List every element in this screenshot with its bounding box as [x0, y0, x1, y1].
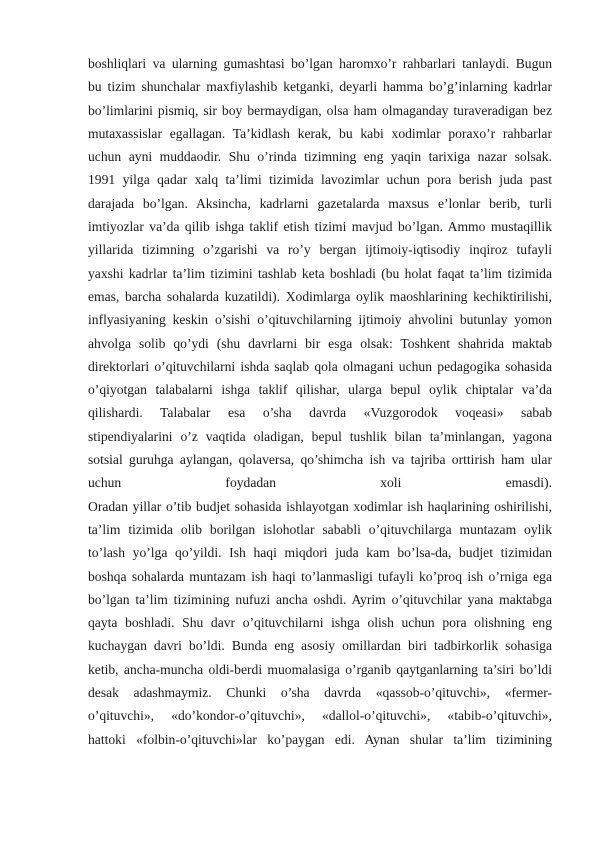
text-line: uchun ayni muddaodir. Shu o’rinda tizimning eng yaqin tarixiga nazar solsak.	[88, 149, 552, 165]
text-line: to’lash yo’lga qo’yildi. Ish haqi miqdori juda kam bo’lsa-da, budjet tizimidan	[88, 545, 552, 561]
text-line: sotsial guruhga aylangan, qolaversa, qo’shimcha ish va tajriba orttirish ham ular	[88, 452, 552, 468]
text-line: qayta boshladi. Shu davr o’qituvchilarni ishga olish uchun pora olishning eng	[88, 615, 552, 631]
text-line: imtiyozlar va’da qilib ishga taklif etish tizimi mavjud bo’lgan. Ammo mustaqillik	[88, 219, 552, 235]
text-line: yaxshi kadrlar ta’lim tizimini tashlab keta boshladi (bu holat faqat ta’lim tizimida	[88, 265, 552, 281]
text-line: emas, barcha sohalarda kuzatildi). Xodimlarga oylik maoshlarining kechiktirilishi,	[88, 288, 552, 304]
text-line: inflyasiyaning keskin o’sishi o’qituvchilarning ijtimoiy ahvolini butunlay yomon	[88, 312, 552, 328]
text-line: boshqa sohalarda muntazam ish haqi to’lanmasligi tufayli ko’proq ish o’rniga ega	[88, 568, 552, 584]
text-line: qilishardi. Talabalar esa o’sha davrda «Vuzgorodok voqeasi» sabab	[88, 405, 552, 421]
text-line: o’qituvchi», «do’kondor-o’qituvchi», «dallol-o’qituvchi», «tabib-o’qituvchi»,	[88, 708, 552, 724]
text-line: ta’lim tizimida olib borilgan islohotlar sababli o’qituvchilarga muntazam oylik	[88, 521, 552, 537]
text-line: desak adashmaymiz. Chunki o’sha davrda «qassob-o’qituvchi», «fermer-	[88, 685, 552, 701]
text-line: boshliqlari va ularning gumashtasi bo’lgan haromxo’r rahbarlari tanlaydi. Bugun	[88, 56, 552, 71]
text-line: kuchaygan davri bo’ldi. Bunda eng asosiy omillardan biri tadbirkorlik sohasiga	[88, 638, 552, 654]
text-line: o’qiyotgan talabalarni ishga taklif qilishar, ularga bepul oylik chiptalar va’da	[88, 382, 552, 398]
document-body	[88, 52, 552, 751]
text-line: bu tizim shunchalar maxfiylashib ketganki, deyarli hamma bo’g’inlarning kadrlar	[88, 79, 552, 95]
text-line: stipendiyalarini o’z vaqtida oladigan, bepul tushlik bilan ta’minlangan, yagona	[88, 428, 552, 444]
text-line: 1991 yilga qadar xalq ta’limi tizimida lavozimlar uchun pora berish juda past	[88, 172, 552, 188]
text-line: bo’limlarini pismiq, sir boy bermaydigan, olsa ham olmaganday turaveradigan bez	[88, 102, 552, 118]
text-line: yillarida tizimning o’zgarishi va ro’y bergan ijtimoiy-iqtisodiy inqiroz tufayli	[88, 242, 552, 258]
text-line: ahvolga solib qo’ydi (shu davrlarni bir esga olsak: Toshkent shahrida maktab	[88, 335, 552, 351]
text-line: darajada bo’lgan. Aksincha, kadrlarni gazetalarda maxsus e’lonlar berib, turli	[88, 195, 552, 211]
text-line: mutaxassislar egallagan. Ta’kidlash kerak, bu kabi xodimlar poraxo’r rahbarlar	[88, 125, 552, 141]
text-line: hattoki «folbin-o’qituvchi»lar ko’paygan edi. Aynan shular ta’lim tizimining	[88, 731, 552, 747]
text-line: ketib, ancha-muncha oldi-berdi muomalasiga o’rganib qaytganlarning ta’siri bo’ldi	[88, 661, 552, 677]
text-line: direktorlari o’qituvchilarni ishda saqlab qola olmagani uchun pedagogika sohasida	[88, 358, 552, 374]
text-line: uchun foydadan xoli emasdi).	[88, 475, 552, 491]
text-line: Oradan yillar o’tib budjet sohasida ishlayotgan xodimlar ish haqlarining oshirilishi,	[88, 498, 552, 514]
text-line: bo’lgan ta’lim tizimining nufuzi ancha oshdi. Ayrim o’qituvchilar yana maktabga	[88, 591, 552, 607]
